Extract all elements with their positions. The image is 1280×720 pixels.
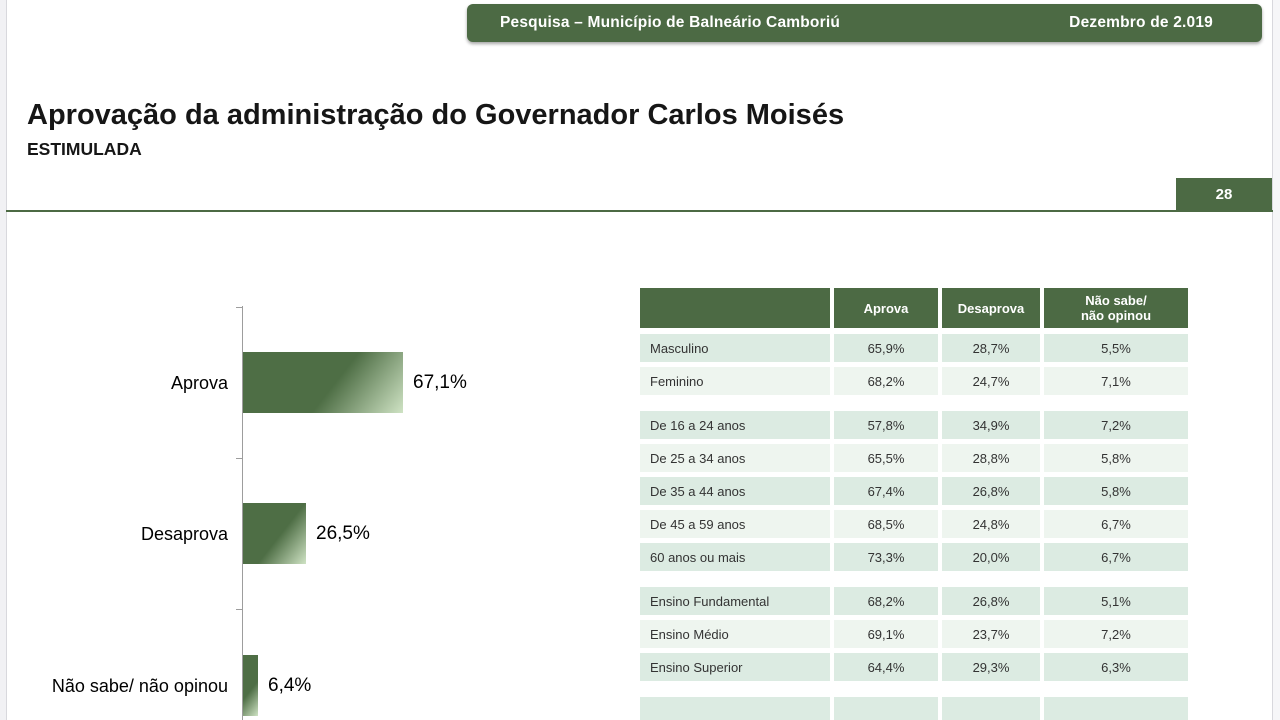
table-row-group	[640, 411, 1188, 571]
table-cell-value	[942, 697, 1040, 720]
bar-value-label: 26,5%	[316, 523, 370, 544]
table-cell-value: 73,3%	[834, 543, 938, 571]
divider-rule	[6, 210, 1273, 212]
slide-subtitle: ESTIMULADA	[27, 139, 142, 159]
table-row	[640, 444, 1188, 472]
table-cell-value: 68,2%	[834, 587, 938, 615]
bar-category-label: Não sabe/ não opinou	[51, 676, 228, 696]
table-cell-value: 57,8%	[834, 411, 938, 439]
axis-tick	[236, 307, 243, 308]
table-cell-label: De 35 a 44 anos	[640, 477, 830, 505]
table-header-row	[640, 288, 1188, 328]
table-cell-value: 26,8%	[942, 587, 1040, 615]
table-cell-value: 24,7%	[942, 367, 1040, 395]
report-header-date: Dezembro de 2.019	[1069, 14, 1213, 31]
table-cell-value: 67,4%	[834, 477, 938, 505]
table-cell-label: Ensino Fundamental	[640, 587, 830, 615]
bar-value-label: 6,4%	[268, 675, 312, 696]
table-row	[640, 543, 1188, 571]
table-cell-value: 24,8%	[942, 510, 1040, 538]
report-header-title: Pesquisa – Município de Balneário Camboriú	[500, 14, 840, 31]
table-cell-label: De 25 a 34 anos	[640, 444, 830, 472]
bar-aprova	[243, 352, 403, 413]
left-page-edge	[0, 0, 7, 720]
table-cell-value: 6,7%	[1044, 543, 1188, 571]
table-row	[640, 653, 1188, 681]
table-cell-value: 7,2%	[1044, 411, 1188, 439]
table-cell-value: 34,9%	[942, 411, 1040, 439]
bar-nao-sabe	[243, 655, 258, 716]
bar-category-label: Aprova	[170, 373, 228, 393]
table-cell-value	[1044, 697, 1188, 720]
table-cell-value: 64,4%	[834, 653, 938, 681]
table-cell-value: 6,3%	[1044, 653, 1188, 681]
table-header-cell-aprova: Aprova	[834, 288, 938, 328]
table-row	[640, 411, 1188, 439]
table-cell-value: 7,2%	[1044, 620, 1188, 648]
table-cell-value: 7,1%	[1044, 367, 1188, 395]
slide-title: Aprovação da administração do Governador Carlos Moisés	[27, 99, 845, 131]
table-row	[640, 697, 1188, 720]
bar-category-label: Desaprova	[140, 524, 228, 544]
table-cell-value: 68,5%	[834, 510, 938, 538]
table-cell-value: 28,7%	[942, 334, 1040, 362]
report-header-bar	[467, 4, 1262, 42]
table-row-group	[640, 587, 1188, 681]
axis-tick	[236, 458, 243, 459]
table-row	[640, 587, 1188, 615]
table-row	[640, 477, 1188, 505]
table-cell-value: 29,3%	[942, 653, 1040, 681]
table-row	[640, 367, 1188, 395]
table-cell-value: 68,2%	[834, 367, 938, 395]
table-cell-value: 5,5%	[1044, 334, 1188, 362]
table-cell-value: 23,7%	[942, 620, 1040, 648]
table-header-cell-n-o-sabe-n-o-opinou: Não sabe/ não opinou	[1044, 288, 1188, 328]
bar-desaprova	[243, 503, 306, 564]
table-header-cell-desaprova: Desaprova	[942, 288, 1040, 328]
table-cell-value: 20,0%	[942, 543, 1040, 571]
table-cell-value: 6,7%	[1044, 510, 1188, 538]
table-cell-value: 5,1%	[1044, 587, 1188, 615]
table-cell-value: 26,8%	[942, 477, 1040, 505]
table-cell-label: De 16 a 24 anos	[640, 411, 830, 439]
table-cell-value: 65,9%	[834, 334, 938, 362]
table-row	[640, 334, 1188, 362]
table-cell-label: Masculino	[640, 334, 830, 362]
table-cell-value: 28,8%	[942, 444, 1040, 472]
page-number-badge: 28	[1176, 178, 1272, 211]
crosstab-table	[640, 288, 1188, 720]
table-cell-label	[640, 697, 830, 720]
table-row	[640, 510, 1188, 538]
bar-value-label: 67,1%	[413, 372, 467, 393]
axis-tick	[236, 609, 243, 610]
table-cell-value: 5,8%	[1044, 444, 1188, 472]
table-row	[640, 620, 1188, 648]
table-cell-label: De 45 a 59 anos	[640, 510, 830, 538]
right-page-edge	[1272, 0, 1280, 720]
table-row-group	[640, 334, 1188, 395]
table-cell-value: 5,8%	[1044, 477, 1188, 505]
table-cell-label: 60 anos ou mais	[640, 543, 830, 571]
table-header-cell-empty	[640, 288, 830, 328]
table-cell-label: Ensino Superior	[640, 653, 830, 681]
table-row-group	[640, 697, 1188, 720]
table-cell-value: 69,1%	[834, 620, 938, 648]
table-cell-value: 65,5%	[834, 444, 938, 472]
table-cell-label: Feminino	[640, 367, 830, 395]
table-cell-label: Ensino Médio	[640, 620, 830, 648]
table-cell-value	[834, 697, 938, 720]
